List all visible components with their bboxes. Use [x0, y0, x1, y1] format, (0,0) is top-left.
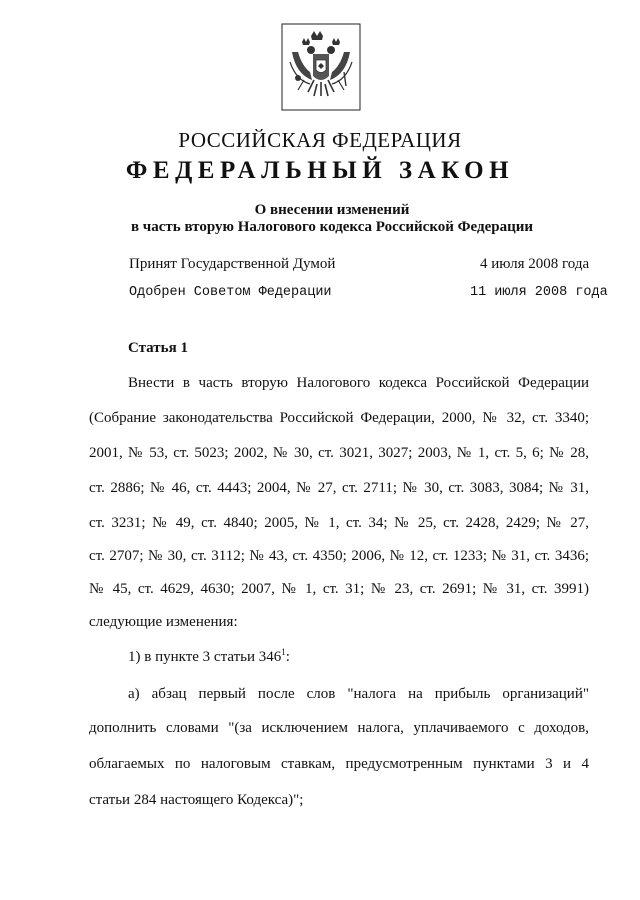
- country-title: РОССИЙСКАЯ ФЕДЕРАЦИЯ: [178, 128, 462, 152]
- article-body-line: следующие изменения:: [89, 614, 238, 630]
- law-subtitle-line1: О внесении изменений: [254, 202, 410, 218]
- item-1: [128, 649, 290, 666]
- adopted-label: Принят Государственной Думой: [129, 256, 336, 272]
- russian-coat-of-arms-icon: [278, 22, 364, 112]
- approved-date: 11 июля 2008 года: [470, 285, 608, 300]
- article-body-line: ст. 3231; № 49, ст. 4840; 2005, № 1, ст. 34; № 25, ст. 2428, 2429; № 27,: [89, 515, 589, 531]
- approved-label: Одобрен Советом Федерации: [129, 285, 332, 300]
- subitem-a-line: статьи 284 настоящего Кодекса)";: [89, 792, 304, 808]
- article-body-line: ст. 2886; № 46, ст. 4443; 2004, № 27, ст. 2711; № 30, ст. 3083, 3084; № 31,: [89, 480, 589, 496]
- article-body-line: ст. 2707; № 30, ст. 3112; № 43, ст. 4350; 2006, № 12, ст. 1233; № 31, ст. 3436;: [89, 548, 589, 564]
- item-1-suffix: :: [285, 649, 290, 665]
- law-type-title: ФЕДЕРАЛЬНЫЙ ЗАКОН: [125, 157, 515, 184]
- adopted-date: 4 июля 2008 года: [480, 256, 590, 272]
- item-1-text: 1) в пункте 3 статьи 346: [128, 649, 282, 665]
- subitem-a-line: облагаемых по налоговым ставкам, предусмотренным пунктами 3 и 4: [89, 756, 589, 772]
- article-body-line: № 45, ст. 4629, 4630; 2007, № 1, ст. 31; № 23, ст. 2691; № 31, ст. 3991): [89, 581, 589, 597]
- article-body-line: 2001, № 53, ст. 5023; 2002, № 30, ст. 3021, 3027; 2003, № 1, ст. 5, 6; № 28,: [89, 445, 589, 461]
- article-heading: Статья 1: [128, 340, 188, 356]
- article-body-line: (Собрание законодательства Российской Федерации, 2000, № 32, ст. 3340;: [89, 410, 589, 426]
- law-subtitle-line2: в часть вторую Налогового кодекса Российской Федерации: [130, 219, 534, 235]
- article-body-line: Внести в часть вторую Налогового кодекса Российской Федерации: [128, 375, 589, 391]
- item-1-superscript: 1: [281, 647, 286, 657]
- subitem-a-line: а) абзац первый после слов "налога на прибыль организаций": [128, 686, 589, 702]
- subitem-a-line: дополнить словами "(за исключением налога, уплачиваемого с доходов,: [89, 720, 589, 736]
